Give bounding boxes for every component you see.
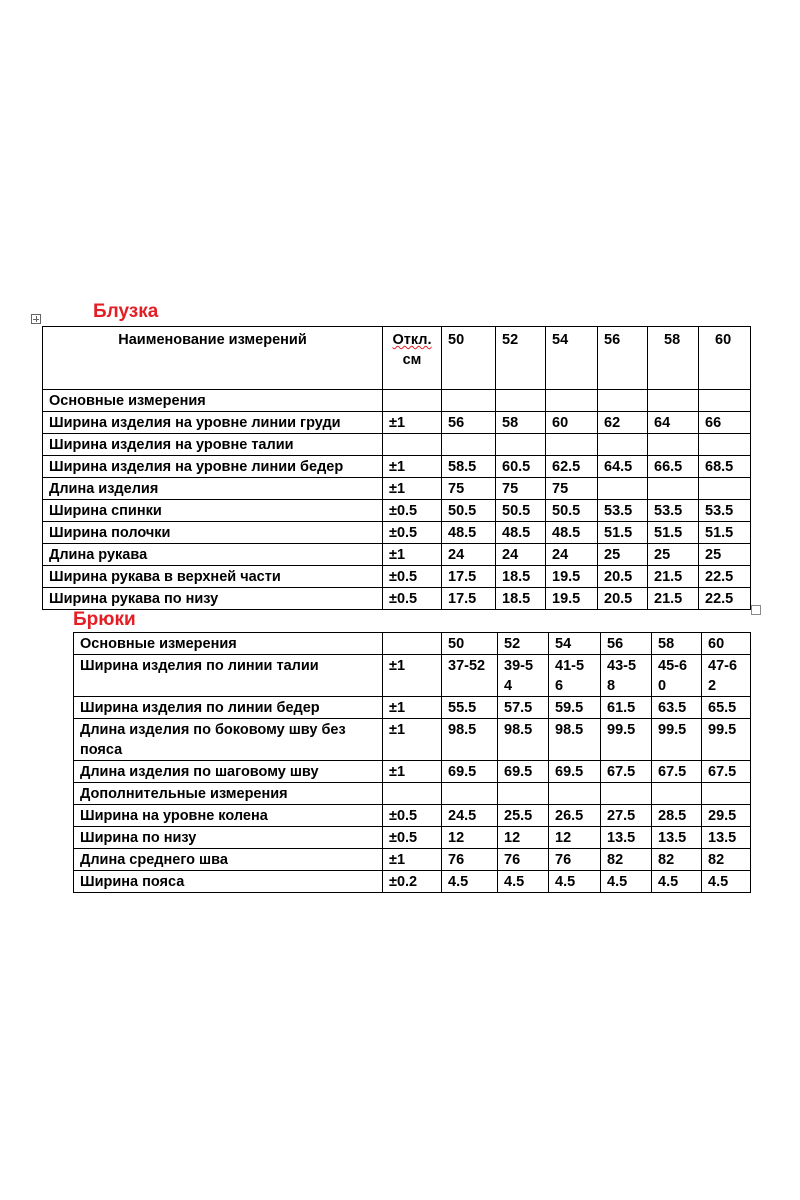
size-value-cell [498,783,549,805]
tolerance-cell: ±1 [383,456,442,478]
measurement-name-cell: Ширина пояса [74,871,383,893]
tolerance-cell: ±0.5 [383,805,442,827]
size-value-cell: 24 [496,544,546,566]
size-value-cell: 54 [549,633,601,655]
measurement-name-cell: Ширина по низу [74,827,383,849]
tolerance-cell [383,434,442,456]
size-value-cell: 53.5 [648,500,699,522]
size-value-cell: 56 [442,412,496,434]
size-value-cell: 67.5 [652,761,702,783]
table-row [74,783,751,805]
size-value-cell [598,434,648,456]
table-row [43,456,751,478]
size-value-cell: 22.5 [699,588,751,610]
size-value-cell: 48.5 [442,522,496,544]
size-value-cell [442,434,496,456]
tolerance-cell [383,633,442,655]
measurement-name-cell: Ширина изделия на уровне линии бедер [43,456,383,478]
size-value-cell: 50.5 [496,500,546,522]
header-size-cell: 58 [648,327,699,390]
measurement-name-cell: Длина изделия по шаговому шву [74,761,383,783]
size-value-cell: 13.5 [652,827,702,849]
size-value-cell: 57.5 [498,697,549,719]
measurement-name-cell: Дополнительные измерения [74,783,383,805]
tolerance-cell: ±0.5 [383,588,442,610]
tolerance-cell: ±0.5 [383,500,442,522]
size-value-cell: 76 [549,849,601,871]
size-value-cell: 47-62 [702,655,751,697]
size-value-cell [652,783,702,805]
blouse-title: Блузка [93,301,159,322]
size-value-cell: 24 [442,544,496,566]
header-size-cell: 56 [598,327,648,390]
tolerance-cell [383,783,442,805]
size-value-cell: 24.5 [442,805,498,827]
size-value-cell [648,478,699,500]
size-value-cell [598,390,648,412]
size-value-cell: 4.5 [442,871,498,893]
measurement-name-cell: Ширина рукава в верхней части [43,566,383,588]
table-row [74,655,751,697]
table-row [43,566,751,588]
size-value-cell: 25 [648,544,699,566]
size-value-cell: 51.5 [598,522,648,544]
table-row [43,478,751,500]
size-value-cell: 62.5 [546,456,598,478]
header-size-cell: 54 [546,327,598,390]
table-row [74,849,751,871]
tolerance-label: Откл. [392,332,432,348]
size-value-cell: 12 [442,827,498,849]
table-row [43,500,751,522]
size-value-cell: 60 [546,412,598,434]
size-value-cell: 20.5 [598,566,648,588]
size-value-cell: 76 [442,849,498,871]
table-row [74,871,751,893]
size-value-cell: 43-58 [601,655,652,697]
measurement-name-cell: Ширина изделия по линии талии [74,655,383,697]
tolerance-cell: ±1 [383,655,442,697]
size-value-cell: 62 [598,412,648,434]
tolerance-cell: ±0.5 [383,566,442,588]
size-value-cell: 66.5 [648,456,699,478]
table-row [43,412,751,434]
measurement-name-cell: Ширина на уровне колена [74,805,383,827]
table-row [43,434,751,456]
table-row [43,544,751,566]
measurement-name-cell: Длина изделия по боковому шву без пояса [74,719,383,761]
tolerance-cell [383,390,442,412]
size-value-cell: 64 [648,412,699,434]
measurement-name-cell: Основные измерения [43,390,383,412]
size-value-cell: 37-52 [442,655,498,697]
size-value-cell: 45-60 [652,655,702,697]
measurement-name-cell: Длина рукава [43,544,383,566]
size-value-cell: 58.5 [442,456,496,478]
size-value-cell: 82 [601,849,652,871]
size-value-cell [648,390,699,412]
size-value-cell: 18.5 [496,566,546,588]
tolerance-cell: ±1 [383,697,442,719]
tolerance-cell: ±1 [383,849,442,871]
size-value-cell: 66 [699,412,751,434]
size-value-cell [549,783,601,805]
size-value-cell: 26.5 [549,805,601,827]
size-value-cell [496,390,546,412]
size-value-cell [442,783,498,805]
table-row [43,522,751,544]
size-value-cell: 48.5 [546,522,598,544]
size-value-cell: 69.5 [498,761,549,783]
size-value-cell: 25 [598,544,648,566]
size-value-cell: 60.5 [496,456,546,478]
table-row [74,719,751,761]
tolerance-cell: ±1 [383,719,442,761]
tolerance-cell: ±1 [383,761,442,783]
size-value-cell: 75 [442,478,496,500]
table-row [74,827,751,849]
size-value-cell: 17.5 [442,566,496,588]
measurement-name-cell: Ширина рукава по низу [43,588,383,610]
size-value-cell [702,783,751,805]
size-value-cell: 64.5 [598,456,648,478]
blouse-header-row [43,327,751,390]
size-value-cell: 58 [496,412,546,434]
size-value-cell: 67.5 [601,761,652,783]
table-row [74,805,751,827]
size-value-cell: 69.5 [549,761,601,783]
size-value-cell: 21.5 [648,588,699,610]
size-value-cell: 17.5 [442,588,496,610]
size-value-cell: 99.5 [652,719,702,761]
size-value-cell: 21.5 [648,566,699,588]
size-value-cell: 4.5 [652,871,702,893]
tolerance-cell: ±0.2 [383,871,442,893]
size-value-cell: 13.5 [702,827,751,849]
size-value-cell: 51.5 [648,522,699,544]
size-value-cell: 75 [496,478,546,500]
table-row [43,390,751,412]
size-value-cell [601,783,652,805]
header-tolerance-cell [383,327,442,390]
size-value-cell: 99.5 [702,719,751,761]
size-value-cell [598,478,648,500]
size-value-cell: 12 [549,827,601,849]
size-value-cell: 50.5 [546,500,598,522]
size-value-cell: 13.5 [601,827,652,849]
size-value-cell: 19.5 [546,588,598,610]
size-value-cell: 63.5 [652,697,702,719]
size-value-cell: 4.5 [702,871,751,893]
size-value-cell: 4.5 [498,871,549,893]
tolerance-unit: см [402,352,422,368]
header-name-cell: Наименование измерений [43,327,383,390]
size-value-cell [496,434,546,456]
size-value-cell: 69.5 [442,761,498,783]
size-value-cell: 12 [498,827,549,849]
size-value-cell: 4.5 [549,871,601,893]
measurement-name-cell: Ширина полочки [43,522,383,544]
table-resize-handle-icon[interactable] [751,605,761,615]
size-value-cell: 50.5 [442,500,496,522]
size-value-cell: 50 [442,633,498,655]
size-value-cell [442,390,496,412]
size-value-cell: 24 [546,544,598,566]
size-value-cell: 20.5 [598,588,648,610]
size-value-cell: 28.5 [652,805,702,827]
header-size-cell: 50 [442,327,496,390]
size-value-cell: 59.5 [549,697,601,719]
size-value-cell: 99.5 [601,719,652,761]
measurement-name-cell: Основные измерения [74,633,383,655]
size-value-cell: 25 [699,544,751,566]
size-value-cell: 76 [498,849,549,871]
size-value-cell: 98.5 [549,719,601,761]
size-value-cell: 55.5 [442,697,498,719]
size-value-cell: 58 [652,633,702,655]
table-row [74,697,751,719]
tolerance-cell: ±1 [383,478,442,500]
measurement-name-cell: Ширина изделия на уровне линии груди [43,412,383,434]
size-value-cell: 51.5 [699,522,751,544]
size-value-cell [546,434,598,456]
tolerance-cell: ±0.5 [383,827,442,849]
trousers-title: Брюки [73,609,136,630]
measurement-name-cell: Длина изделия [43,478,383,500]
size-value-cell [648,434,699,456]
size-value-cell: 22.5 [699,566,751,588]
measurement-name-cell: Длина среднего шва [74,849,383,871]
size-value-cell: 56 [601,633,652,655]
trousers-size-table [73,632,751,893]
size-value-cell: 53.5 [598,500,648,522]
size-value-cell: 41-56 [549,655,601,697]
size-value-cell: 98.5 [442,719,498,761]
tolerance-cell: ±1 [383,412,442,434]
measurement-name-cell: Ширина спинки [43,500,383,522]
size-value-cell [699,390,751,412]
size-value-cell: 61.5 [601,697,652,719]
size-value-cell: 65.5 [702,697,751,719]
size-value-cell: 82 [702,849,751,871]
measurement-name-cell: Ширина изделия на уровне талии [43,434,383,456]
size-value-cell: 27.5 [601,805,652,827]
table-move-handle-icon[interactable] [31,314,41,324]
table-row [74,761,751,783]
size-value-cell: 48.5 [496,522,546,544]
size-value-cell: 19.5 [546,566,598,588]
tolerance-cell: ±1 [383,544,442,566]
size-value-cell: 75 [546,478,598,500]
size-value-cell: 53.5 [699,500,751,522]
table-row [74,633,751,655]
tolerance-cell: ±0.5 [383,522,442,544]
header-size-cell: 60 [699,327,751,390]
size-value-cell: 29.5 [702,805,751,827]
size-value-cell: 68.5 [699,456,751,478]
header-size-cell: 52 [496,327,546,390]
blouse-size-table [42,326,751,610]
size-value-cell: 4.5 [601,871,652,893]
size-value-cell [546,390,598,412]
size-value-cell: 67.5 [702,761,751,783]
size-value-cell: 98.5 [498,719,549,761]
size-value-cell: 52 [498,633,549,655]
size-value-cell: 60 [702,633,751,655]
measurement-name-cell: Ширина изделия по линии бедер [74,697,383,719]
size-value-cell: 82 [652,849,702,871]
size-value-cell [699,478,751,500]
table-row [43,588,751,610]
size-value-cell: 39-54 [498,655,549,697]
size-value-cell: 18.5 [496,588,546,610]
size-value-cell: 25.5 [498,805,549,827]
size-value-cell [699,434,751,456]
